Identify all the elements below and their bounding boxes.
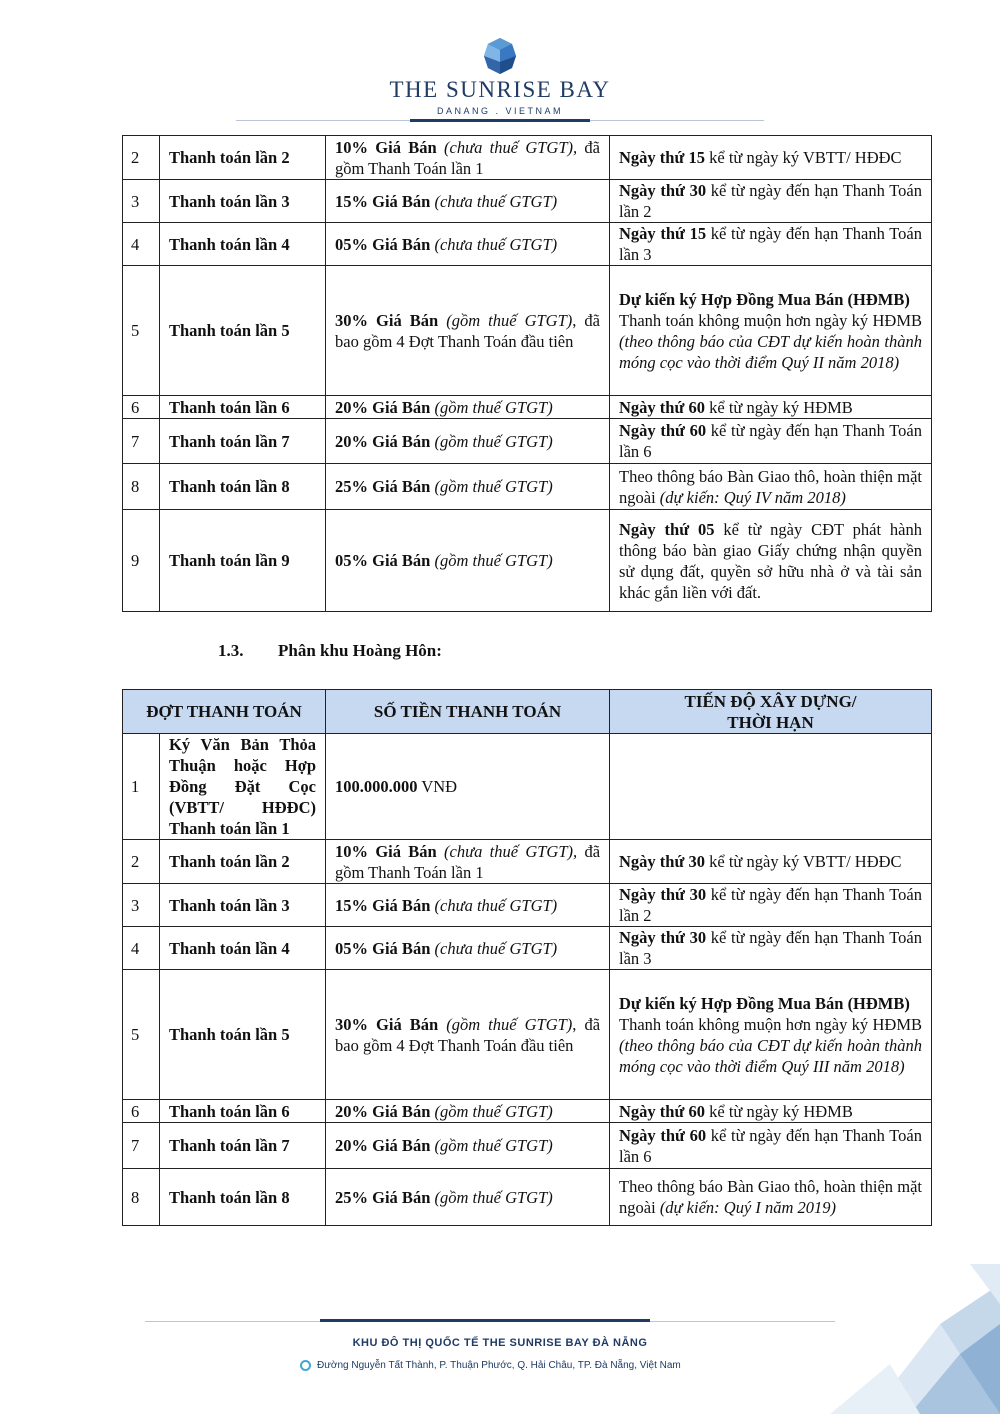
- schedule-cell: [610, 1123, 932, 1169]
- location-pin-icon: [300, 1360, 311, 1371]
- schedule-cell: [610, 396, 932, 419]
- amount-cell: [326, 927, 610, 970]
- amount-bold: 25% Giá Bán: [335, 477, 431, 496]
- amount-cell: [326, 884, 610, 927]
- footer-divider-accent: [320, 1319, 650, 1322]
- row-number: 9: [123, 510, 160, 612]
- amount-cell: [326, 223, 610, 266]
- table-row: [123, 927, 932, 970]
- schedule-rest: Theo thông báo Bàn Giao thô, hoàn thiện mặt ngoài: [619, 1177, 923, 1217]
- row-number: 2: [123, 136, 160, 180]
- table-row: [123, 266, 932, 396]
- phase-cell: Thanh toán lần 4: [160, 927, 326, 970]
- schedule-cell: [610, 1169, 932, 1226]
- amount-cell: [326, 266, 610, 396]
- table-row: [123, 464, 932, 510]
- schedule-cell: [610, 510, 932, 612]
- schedule-rest: kể từ ngày đến hạn Thanh Toán lần 3: [619, 224, 922, 264]
- amount-bold: 05% Giá Bán: [335, 938, 431, 958]
- schedule-cell: [610, 266, 932, 396]
- amount-cell: [326, 1100, 610, 1123]
- amount-bold: 30% Giá Bán: [335, 1014, 439, 1034]
- row-number: 6: [123, 396, 160, 419]
- schedule-rest: kể từ ngày đến hạn Thanh Toán lần 3: [619, 928, 923, 968]
- brand-title: THE SUNRISE BAY: [389, 77, 611, 102]
- schedule-bold: Ngày thứ 60: [619, 1125, 707, 1145]
- row-number: 4: [123, 927, 160, 970]
- schedule-bold: Ngày thứ 15: [619, 224, 707, 243]
- amount-italic: (gồm thuế GTGT): [430, 397, 553, 417]
- header-schedule-line1: TIẾN ĐỘ XÂY DỰNG/: [684, 691, 857, 711]
- schedule-italic: (theo thông báo của CĐT dự kiến hoàn thành móng cọc vào thời điểm Quý III năm 2018): [619, 1035, 923, 1076]
- amount-bold: 05% Giá Bán: [335, 551, 431, 570]
- schedule-cell: [610, 180, 932, 223]
- table-row: [123, 884, 932, 927]
- phase-cell: Thanh toán lần 2: [160, 840, 326, 884]
- amount-cell: [326, 1169, 610, 1226]
- amount-bold: 20% Giá Bán: [335, 397, 431, 417]
- amount-italic: (chưa thuế GTGT): [430, 191, 558, 211]
- amount-italic: (gồm thuế GTGT): [430, 1136, 553, 1155]
- amount-bold: 25% Giá Bán: [335, 1187, 431, 1207]
- amount-cell: [326, 1123, 610, 1169]
- phase-cell: Ký Văn Bản Thỏa Thuận hoặc Hợp Đồng Đặt Cọc (VBTT/ HĐĐC) Thanh toán lần 1: [160, 734, 326, 840]
- amount-cell: [326, 464, 610, 510]
- phase-cell: Thanh toán lần 8: [160, 464, 326, 510]
- table-row: [123, 734, 932, 840]
- row-number: 3: [123, 884, 160, 927]
- table-row: [123, 840, 932, 884]
- schedule-rest: Thanh toán không muộn hơn ngày ký HĐMB: [619, 310, 922, 330]
- schedule-rest: Thanh toán không muộn hơn ngày ký HĐMB: [619, 1014, 923, 1034]
- schedule-italic: (theo thông báo của CĐT dự kiến hoàn thành móng cọc vào thời điểm Quý II năm 2018): [619, 331, 922, 372]
- header-amount: SỐ TIỀN THANH TOÁN: [326, 690, 610, 734]
- table-row: [123, 136, 932, 180]
- phase-cell: Thanh toán lần 3: [160, 180, 326, 223]
- amount-italic: (chưa thuế GTGT): [430, 895, 558, 915]
- phase-cell: Thanh toán lần 4: [160, 223, 326, 266]
- schedule-rest: kể từ ngày ký VBTT/ HĐĐC: [705, 148, 902, 167]
- table-row: [123, 223, 932, 266]
- schedule-cell: [610, 223, 932, 266]
- phase-cell: Thanh toán lần 5: [160, 970, 326, 1100]
- payment-table-1: [122, 135, 932, 612]
- schedule-rest: kể từ ngày ký VBTT/ HĐĐC: [705, 852, 902, 871]
- schedule-cell: [610, 464, 932, 510]
- amount-cell: [326, 734, 610, 840]
- header-divider-accent: [410, 119, 590, 122]
- table-row: [123, 970, 932, 1100]
- amount-rest: VNĐ: [417, 777, 458, 796]
- schedule-bold: Ngày thứ 05: [619, 519, 715, 539]
- table-row: [123, 1123, 932, 1169]
- schedule-cell: [610, 1100, 932, 1123]
- payment-table-2: [122, 689, 932, 1226]
- amount-bold: 20% Giá Bán: [335, 1136, 431, 1155]
- amount-bold: 100.000.000: [335, 777, 418, 796]
- phase-cell: Thanh toán lần 2: [160, 136, 326, 180]
- amount-italic: (chưa thuế GTGT),: [436, 841, 578, 861]
- amount-cell: [326, 180, 610, 223]
- amount-italic: (gồm thuế GTGT): [430, 431, 553, 451]
- footer-address-text: Đường Nguyễn Tất Thành, P. Thuận Phước, Q. Hải Châu, TP. Đà Nẵng, Việt Nam: [317, 1360, 681, 1372]
- table-row: [123, 419, 932, 464]
- amount-rest: , đã bao gồm 4 Đợt Thanh Toán đầu tiên: [335, 1014, 601, 1055]
- schedule-cell: [610, 884, 932, 927]
- table-row: [123, 510, 932, 612]
- schedule-bold: Ngày thứ 30: [619, 885, 707, 904]
- amount-cell: [326, 970, 610, 1100]
- section-title: Phân khu Hoàng Hôn:: [278, 641, 442, 660]
- row-number: 8: [123, 464, 160, 510]
- row-number: 5: [123, 970, 160, 1100]
- amount-cell: [326, 419, 610, 464]
- header-phase: ĐỢT THANH TOÁN: [123, 690, 326, 734]
- phase-cell: Thanh toán lần 3: [160, 884, 326, 927]
- amount-rest: đã gồm Thanh Toán lần 1: [335, 137, 600, 178]
- schedule-cell: [610, 927, 932, 970]
- schedule-bold: Ngày thứ 60: [619, 421, 707, 440]
- phase-cell: Thanh toán lần 6: [160, 1100, 326, 1123]
- phase-cell: Thanh toán lần 8: [160, 1169, 326, 1226]
- footer-address: [300, 1360, 681, 1371]
- amount-bold: 20% Giá Bán: [335, 1101, 431, 1121]
- brand-subtitle: DANANG . VIETNAM: [436, 106, 563, 116]
- schedule-cell: [610, 136, 932, 180]
- section-heading: [218, 641, 442, 661]
- schedule-rest: kể từ ngày đến hạn Thanh Toán lần 2: [619, 885, 923, 925]
- schedule-cell: [610, 734, 932, 840]
- schedule-rest: kể từ ngày đến hạn Thanh Toán lần 6: [619, 1125, 923, 1166]
- amount-cell: [326, 510, 610, 612]
- phase-cell: Thanh toán lần 5: [160, 266, 326, 396]
- row-number: 6: [123, 1100, 160, 1123]
- amount-bold: 15% Giá Bán: [335, 895, 431, 915]
- amount-bold: 10% Giá Bán: [335, 137, 437, 157]
- schedule-cell: [610, 840, 932, 884]
- schedule-rest: Theo thông báo Bàn Giao thô, hoàn thiện mặt ngoài: [619, 466, 922, 507]
- phase-cell: Thanh toán lần 6: [160, 396, 326, 419]
- amount-cell: [326, 136, 610, 180]
- amount-bold: 05% Giá Bán: [335, 234, 431, 254]
- amount-bold: 20% Giá Bán: [335, 431, 431, 451]
- amount-bold: 10% Giá Bán: [335, 841, 437, 861]
- amount-italic: (chưa thuế GTGT): [430, 234, 558, 254]
- phase-cell: Thanh toán lần 7: [160, 419, 326, 464]
- amount-cell: [326, 840, 610, 884]
- row-number: 2: [123, 840, 160, 884]
- header-schedule-line2: THỜI HẠN: [727, 712, 814, 732]
- amount-italic: (gồm thuế GTGT): [438, 310, 573, 330]
- section-number: 1.3.: [218, 641, 244, 660]
- schedule-rest: kể từ ngày đến hạn Thanh Toán lần 2: [619, 181, 922, 221]
- row-number: 7: [123, 419, 160, 464]
- schedule-italic: (dự kiến: Quý IV năm 2018): [655, 487, 846, 507]
- schedule-bold: Ngày thứ 15: [619, 148, 705, 167]
- amount-italic: (gồm thuế GTGT): [438, 1014, 573, 1034]
- row-number: 5: [123, 266, 160, 396]
- row-number: 3: [123, 180, 160, 223]
- amount-italic: (gồm thuế GTGT): [430, 1101, 553, 1121]
- schedule-bold: Ngày thứ 60: [619, 1101, 706, 1121]
- row-number: 7: [123, 1123, 160, 1169]
- phase-cell: Thanh toán lần 7: [160, 1123, 326, 1169]
- amount-rest: , đã bao gồm 4 Đợt Thanh Toán đầu tiên: [335, 310, 600, 351]
- schedule-bold: Ngày thứ 60: [619, 397, 705, 417]
- schedule-rest: kể từ ngày đến hạn Thanh Toán lần 6: [619, 421, 922, 461]
- schedule-rest: kể từ ngày ký HĐMB: [705, 1101, 853, 1121]
- table-header-row: [123, 690, 932, 734]
- row-number: 8: [123, 1169, 160, 1226]
- header-schedule: [610, 690, 932, 734]
- schedule-bold: Ngày thứ 30: [619, 181, 707, 200]
- schedule-bold: Ngày thứ 30: [619, 852, 706, 871]
- amount-italic: (gồm thuế GTGT): [430, 551, 553, 570]
- table-row: [123, 180, 932, 223]
- phase-cell: Thanh toán lần 9: [160, 510, 326, 612]
- schedule-cell: [610, 419, 932, 464]
- amount-italic: (gồm thuế GTGT): [430, 1187, 553, 1207]
- schedule-cell: [610, 970, 932, 1100]
- table-row: [123, 396, 932, 419]
- schedule-italic: (dự kiến: Quý I năm 2019): [655, 1198, 837, 1217]
- row-number: 4: [123, 223, 160, 266]
- amount-bold: 30% Giá Bán: [335, 310, 439, 330]
- brand-logo: [0, 36, 1000, 116]
- table-row: [123, 1100, 932, 1123]
- amount-italic: (gồm thuế GTGT): [430, 477, 553, 496]
- schedule-rest: kể từ ngày CĐT phát hành thông báo bàn giao Giấy chứng nhận quyền sử dụng đất, quyền sở hữu nhà ở và tài sản khác gắn liền với đất.: [619, 519, 922, 602]
- schedule-bold: Dự kiến ký Hợp Đồng Mua Bán (HĐMB): [619, 289, 910, 309]
- table-row: [123, 1169, 932, 1226]
- amount-italic: (chưa thuế GTGT): [430, 938, 558, 958]
- amount-cell: [326, 396, 610, 419]
- triangle-pattern-decoration: [810, 1264, 1000, 1414]
- amount-bold: 15% Giá Bán: [335, 191, 431, 211]
- footer-title: KHU ĐÔ THỊ QUỐC TẾ THE SUNRISE BAY ĐÀ NẴNG: [352, 1337, 648, 1349]
- amount-rest: đã gồm Thanh Toán lần 1: [335, 841, 601, 882]
- schedule-rest: kể từ ngày ký HĐMB: [705, 397, 853, 417]
- schedule-bold: Dự kiến ký Hợp Đồng Mua Bán (HĐMB): [619, 993, 910, 1013]
- schedule-bold: Ngày thứ 30: [619, 928, 707, 947]
- diamond-gem-icon: [482, 36, 518, 76]
- row-number: 1: [123, 734, 160, 840]
- amount-italic: (chưa thuế GTGT),: [436, 137, 578, 157]
